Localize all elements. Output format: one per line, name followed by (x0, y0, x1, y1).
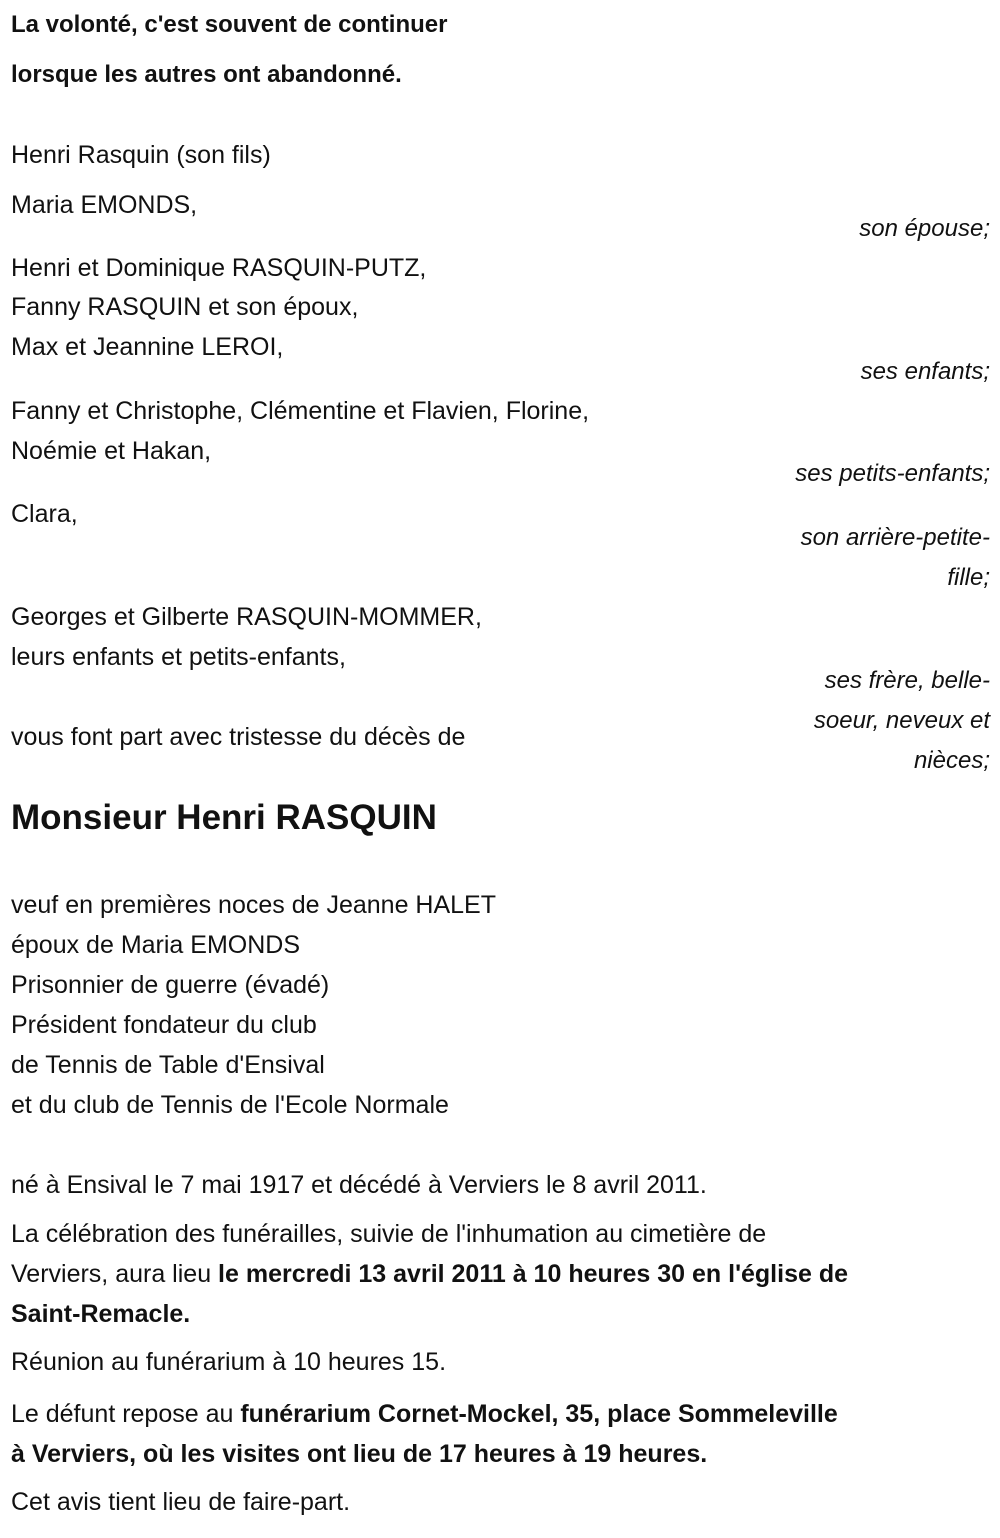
children-label: ses enfants; (860, 358, 990, 385)
bio-line: veuf en premières noces de Jeanne HALET (11, 891, 496, 919)
motto-line-2: lorsque les autres ont abandonné. (11, 61, 402, 88)
visit-text: Le défunt repose au (11, 1400, 241, 1428)
siblings: Georges et Gilberte RASQUIN-MOMMER, (11, 603, 482, 631)
announcement: vous font part avec tristesse du décès de (11, 723, 466, 751)
great-grandchild: Clara, (11, 500, 78, 528)
ceremony-line-3 (11, 1299, 190, 1329)
bio-line: Prisonnier de guerre (évadé) (11, 971, 330, 999)
family-spouse: Maria EMONDS, (11, 191, 198, 219)
grandchildren: Fanny et Christophe, Clémentine et Flavien, Florine, (11, 397, 590, 425)
visit-hours: à Verviers, où les visites ont lieu de 17 heures à 19 heures. (11, 1440, 708, 1468)
siblings-label: nièces; (913, 747, 990, 774)
ceremony-datetime: le mercredi 13 avril 2011 à 10 heures 30 en l'église de (218, 1260, 849, 1288)
siblings-label: soeur, neveux et (813, 707, 990, 734)
ceremony-text: Verviers, aura lieu (11, 1260, 219, 1288)
visit-place: funérarium Cornet-Mockel, 35, place Sommeleville (240, 1400, 838, 1428)
meeting: Réunion au funérarium à 10 heures 15. (11, 1348, 447, 1376)
child: Max et Jeannine LEROI, (11, 333, 284, 361)
ceremony-line-2 (11, 1259, 848, 1289)
child: Henri et Dominique RASQUIN-PUTZ, (11, 254, 427, 282)
deceased-name: Monsieur Henri RASQUIN (11, 798, 437, 837)
bio-line: et du club de Tennis de l'Ecole Normale (11, 1091, 449, 1119)
great-grandchild-label: son arrière-petite- (800, 524, 990, 551)
birth-death-dates: né à Ensival le 7 mai 1917 et décédé à Verviers le 8 avril 2011. (11, 1171, 707, 1199)
motto-line-1: La volonté, c'est souvent de continuer (11, 11, 448, 38)
ceremony-place: Saint-Remacle. (11, 1300, 191, 1328)
family-son: Henri Rasquin (son fils) (11, 141, 271, 169)
bio-line: époux de Maria EMONDS (11, 931, 301, 959)
visit-line-2 (11, 1439, 707, 1469)
great-grandchild-label: fille; (947, 564, 990, 591)
child: Fanny RASQUIN et son époux, (11, 293, 359, 321)
grandchildren: Noémie et Hakan, (11, 437, 212, 465)
bio-line: Président fondateur du club (11, 1011, 317, 1039)
bio-line: de Tennis de Table d'Ensival (11, 1051, 325, 1079)
siblings-label: ses frère, belle- (824, 667, 990, 694)
closing: Cet avis tient lieu de faire-part. (11, 1488, 351, 1516)
ceremony-line-1: La célébration des funérailles, suivie de l'inhumation au cimetière de (11, 1220, 767, 1248)
visit-line-1 (11, 1399, 838, 1429)
siblings: leurs enfants et petits-enfants, (11, 643, 346, 671)
spouse-label: son épouse; (859, 215, 990, 242)
grandchildren-label: ses petits-enfants; (795, 460, 990, 487)
